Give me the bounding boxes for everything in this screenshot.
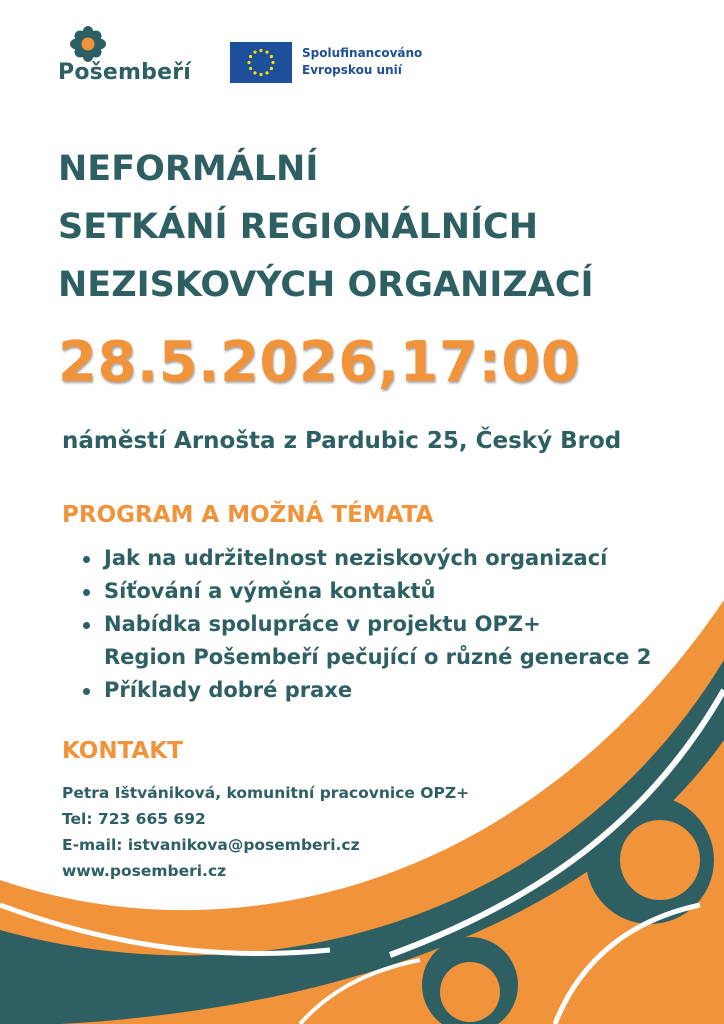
program-item-text: Příklady dobré praxe [104,678,353,702]
eu-star-icon [265,51,268,54]
eu-star-icon [259,49,262,52]
eu-star-icon [249,67,252,70]
program-item [80,608,651,674]
contact-website[interactable]: www.posemberi.cz [62,862,227,880]
title-line-1: NEFORMÁLNÍ [58,149,319,189]
event-address: náměstí Arnošta z Pardubic 25, Český Brod [62,428,622,454]
program-heading: PROGRAM A MOŽNÁ TÉMATA [62,502,434,528]
eu-star-icon [253,71,256,74]
title-line-2: SETKÁNÍ REGIONÁLNÍCH [58,207,539,247]
contact-heading: KONTAKT [62,738,183,764]
eu-star-icon [271,61,274,64]
program-item-text: Síťování a výměna kontaktů [104,579,436,603]
contact-phone: Tel: 723 665 692 [62,810,206,828]
swirl-circle-4 [440,962,500,1022]
event-datetime: 28.5.2026,17:00 [58,330,581,395]
program-item [80,542,651,575]
eu-star-icon [253,51,256,54]
program-item [80,575,651,608]
eu-text-line2: Evropskou unií [302,63,402,77]
eu-star-icon [270,67,273,70]
contact-block [62,780,469,884]
program-list [80,542,651,707]
eu-text-line1: Spolufinancováno [302,46,423,60]
eu-flag-icon [230,42,292,83]
program-item [80,674,651,707]
program-item-text: Nabídka spolupráce v projektu OPZ+ [104,612,541,636]
contact-person: Petra Ištvániková, komunitní pracovnice OPZ+ [62,784,470,802]
contact-email[interactable]: E-mail: istvanikova@posemberi.cz [62,836,360,854]
logo-text: Pošembeří [58,60,192,85]
eu-star-icon [247,61,250,64]
eu-star-icon [259,73,262,76]
eu-text [302,45,422,79]
event-title [58,140,594,314]
program-item-text-continued: Region Pošembeří pečující o různé generace 2 [104,645,652,669]
program-item-text: Jak na udržitelnost neziskových organizací [104,546,608,570]
eu-star-icon [249,55,252,58]
flower-icon [70,26,106,62]
eu-star-icon [265,71,268,74]
eu-star-icon [270,55,273,58]
title-line-3: NEZISKOVÝCH ORGANIZACÍ [58,265,594,305]
swirl-circle-2 [620,820,700,900]
